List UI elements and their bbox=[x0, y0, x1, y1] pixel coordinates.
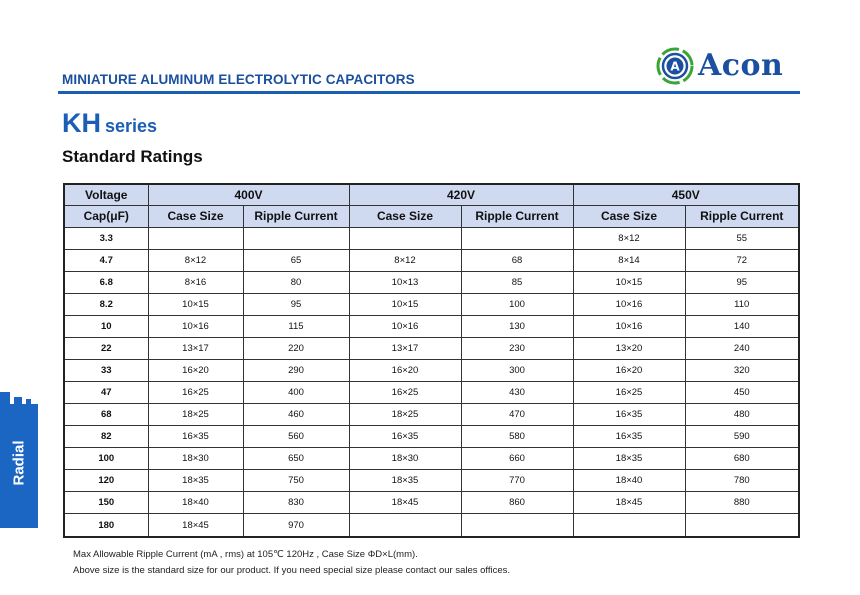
table-row bbox=[64, 426, 799, 448]
ripple-current-cell: 230 bbox=[461, 337, 573, 359]
ripple-current-cell: 115 bbox=[243, 315, 349, 337]
ripple-current-header: Ripple Current bbox=[243, 205, 349, 227]
capacitance-cell: 10 bbox=[64, 315, 148, 337]
table-row bbox=[64, 227, 799, 249]
table-row bbox=[64, 470, 799, 492]
case-size-cell bbox=[349, 227, 461, 249]
case-size-cell: 18×45 bbox=[148, 514, 243, 537]
case-size-cell: 10×16 bbox=[349, 315, 461, 337]
ripple-current-cell: 240 bbox=[685, 337, 799, 359]
case-size-cell: 18×40 bbox=[573, 470, 685, 492]
table-row bbox=[64, 249, 799, 271]
voltage-header: 420V bbox=[349, 184, 573, 205]
case-size-cell: 10×15 bbox=[148, 293, 243, 315]
capacitance-cell: 100 bbox=[64, 448, 148, 470]
ripple-current-cell: 320 bbox=[685, 359, 799, 381]
table-row bbox=[64, 492, 799, 514]
case-size-cell: 16×25 bbox=[148, 381, 243, 403]
case-size-cell: 16×20 bbox=[349, 359, 461, 381]
capacitance-cell: 6.8 bbox=[64, 271, 148, 293]
case-size-cell bbox=[148, 227, 243, 249]
svg-text:A: A bbox=[670, 59, 680, 74]
ripple-current-cell: 95 bbox=[685, 271, 799, 293]
case-size-header: Case Size bbox=[573, 205, 685, 227]
ripple-current-cell: 130 bbox=[461, 315, 573, 337]
brand-logo bbox=[655, 46, 795, 88]
case-size-cell: 16×25 bbox=[349, 381, 461, 403]
table-row bbox=[64, 381, 799, 403]
case-size-cell bbox=[573, 514, 685, 537]
ripple-current-cell: 450 bbox=[685, 381, 799, 403]
voltage-header: 400V bbox=[148, 184, 349, 205]
case-size-cell: 10×13 bbox=[349, 271, 461, 293]
table-row bbox=[64, 271, 799, 293]
case-size-cell: 16×35 bbox=[573, 404, 685, 426]
case-size-cell: 10×15 bbox=[349, 293, 461, 315]
case-size-cell: 16×35 bbox=[148, 426, 243, 448]
ripple-current-cell: 660 bbox=[461, 448, 573, 470]
case-size-cell: 13×20 bbox=[573, 337, 685, 359]
case-size-cell: 8×12 bbox=[573, 227, 685, 249]
ripple-current-cell: 68 bbox=[461, 249, 573, 271]
ripple-current-cell: 480 bbox=[685, 404, 799, 426]
case-size-cell: 10×16 bbox=[573, 315, 685, 337]
table-row bbox=[64, 514, 799, 537]
ripple-current-cell bbox=[461, 514, 573, 537]
ripple-current-cell: 72 bbox=[685, 249, 799, 271]
ripple-current-cell: 560 bbox=[243, 426, 349, 448]
capacitance-cell: 150 bbox=[64, 492, 148, 514]
case-size-cell: 16×20 bbox=[573, 359, 685, 381]
document-title: MINIATURE ALUMINUM ELECTROLYTIC CAPACITORS bbox=[62, 72, 415, 87]
ripple-current-header: Ripple Current bbox=[461, 205, 573, 227]
ripple-current-cell: 100 bbox=[461, 293, 573, 315]
ripple-current-cell: 970 bbox=[243, 514, 349, 537]
ratings-body bbox=[64, 227, 799, 537]
case-size-cell: 16×20 bbox=[148, 359, 243, 381]
side-tab-decoration bbox=[0, 392, 10, 404]
capacitance-cell: 22 bbox=[64, 337, 148, 359]
radial-side-label: Radial bbox=[10, 440, 28, 486]
capacitance-cell: 47 bbox=[64, 381, 148, 403]
table-row bbox=[64, 359, 799, 381]
case-size-cell: 18×35 bbox=[148, 470, 243, 492]
case-size-cell: 18×35 bbox=[349, 470, 461, 492]
case-size-cell: 10×16 bbox=[573, 293, 685, 315]
acon-logo-icon bbox=[655, 46, 695, 86]
case-size-cell: 16×25 bbox=[573, 381, 685, 403]
ripple-current-cell: 650 bbox=[243, 448, 349, 470]
ripple-current-cell: 880 bbox=[685, 492, 799, 514]
ripple-current-cell: 780 bbox=[685, 470, 799, 492]
case-size-cell: 18×30 bbox=[148, 448, 243, 470]
cap-label: Cap(μF) bbox=[64, 205, 148, 227]
case-size-cell: 8×14 bbox=[573, 249, 685, 271]
case-size-cell: 18×25 bbox=[148, 404, 243, 426]
voltage-header: 450V bbox=[573, 184, 799, 205]
ripple-current-cell: 580 bbox=[461, 426, 573, 448]
capacitance-cell: 3.3 bbox=[64, 227, 148, 249]
ripple-current-cell: 65 bbox=[243, 249, 349, 271]
case-size-header: Case Size bbox=[148, 205, 243, 227]
capacitance-cell: 82 bbox=[64, 426, 148, 448]
capacitance-cell: 180 bbox=[64, 514, 148, 537]
capacitance-cell: 68 bbox=[64, 404, 148, 426]
ripple-current-cell bbox=[243, 227, 349, 249]
ripple-current-cell: 220 bbox=[243, 337, 349, 359]
case-size-cell: 13×17 bbox=[349, 337, 461, 359]
case-size-cell: 10×16 bbox=[148, 315, 243, 337]
ripple-current-cell: 750 bbox=[243, 470, 349, 492]
voltage-label: Voltage bbox=[64, 184, 148, 205]
case-size-cell: 8×12 bbox=[349, 249, 461, 271]
ripple-current-cell: 470 bbox=[461, 404, 573, 426]
ripple-current-cell: 300 bbox=[461, 359, 573, 381]
table-row bbox=[64, 404, 799, 426]
case-size-cell: 16×35 bbox=[573, 426, 685, 448]
ripple-current-header: Ripple Current bbox=[685, 205, 799, 227]
case-size-cell: 18×25 bbox=[349, 404, 461, 426]
standard-ratings-table bbox=[63, 183, 800, 538]
case-size-cell: 18×40 bbox=[148, 492, 243, 514]
ripple-current-cell: 80 bbox=[243, 271, 349, 293]
capacitance-cell: 8.2 bbox=[64, 293, 148, 315]
case-size-cell: 8×12 bbox=[148, 249, 243, 271]
case-size-cell: 10×15 bbox=[573, 271, 685, 293]
footnotes bbox=[73, 547, 510, 579]
ripple-current-cell: 400 bbox=[243, 381, 349, 403]
ripple-current-cell: 85 bbox=[461, 271, 573, 293]
ripple-current-cell: 830 bbox=[243, 492, 349, 514]
header-divider bbox=[58, 91, 800, 94]
capacitance-cell: 33 bbox=[64, 359, 148, 381]
series-suffix: series bbox=[105, 116, 158, 136]
column-header-row bbox=[64, 205, 799, 227]
series-code: KH bbox=[62, 108, 101, 138]
capacitance-cell: 4.7 bbox=[64, 249, 148, 271]
ripple-current-cell: 860 bbox=[461, 492, 573, 514]
ripple-current-cell: 55 bbox=[685, 227, 799, 249]
ripple-current-cell bbox=[685, 514, 799, 537]
case-size-cell: 18×35 bbox=[573, 448, 685, 470]
series-title bbox=[62, 108, 157, 139]
case-size-cell: 18×30 bbox=[349, 448, 461, 470]
ripple-current-cell: 110 bbox=[685, 293, 799, 315]
case-size-header: Case Size bbox=[349, 205, 461, 227]
footnote: Above size is the standard size for our product. If you need special size please contact our sales offices. bbox=[73, 565, 511, 576]
case-size-cell: 16×35 bbox=[349, 426, 461, 448]
brand-name: Acon bbox=[698, 48, 784, 83]
section-title: Standard Ratings bbox=[62, 147, 203, 166]
ripple-current-cell: 290 bbox=[243, 359, 349, 381]
ripple-current-cell: 430 bbox=[461, 381, 573, 403]
ripple-current-cell: 680 bbox=[685, 448, 799, 470]
capacitance-cell: 120 bbox=[64, 470, 148, 492]
ripple-current-cell: 590 bbox=[685, 426, 799, 448]
ripple-current-cell: 95 bbox=[243, 293, 349, 315]
table-row bbox=[64, 315, 799, 337]
table-row bbox=[64, 448, 799, 470]
ripple-current-cell bbox=[461, 227, 573, 249]
case-size-cell: 18×45 bbox=[349, 492, 461, 514]
ripple-current-cell: 770 bbox=[461, 470, 573, 492]
ripple-current-cell: 140 bbox=[685, 315, 799, 337]
case-size-cell: 18×45 bbox=[573, 492, 685, 514]
ripple-current-cell: 460 bbox=[243, 404, 349, 426]
voltage-header-row bbox=[64, 184, 799, 205]
footnote: Max Allowable Ripple Current (mA , rms) at 105℃ 120Hz , Case Size ΦD×L(mm). bbox=[73, 549, 418, 560]
case-size-cell bbox=[349, 514, 461, 537]
side-tab-decoration bbox=[14, 397, 22, 404]
table-row bbox=[64, 337, 799, 359]
case-size-cell: 13×17 bbox=[148, 337, 243, 359]
table-row bbox=[64, 293, 799, 315]
case-size-cell: 8×16 bbox=[148, 271, 243, 293]
